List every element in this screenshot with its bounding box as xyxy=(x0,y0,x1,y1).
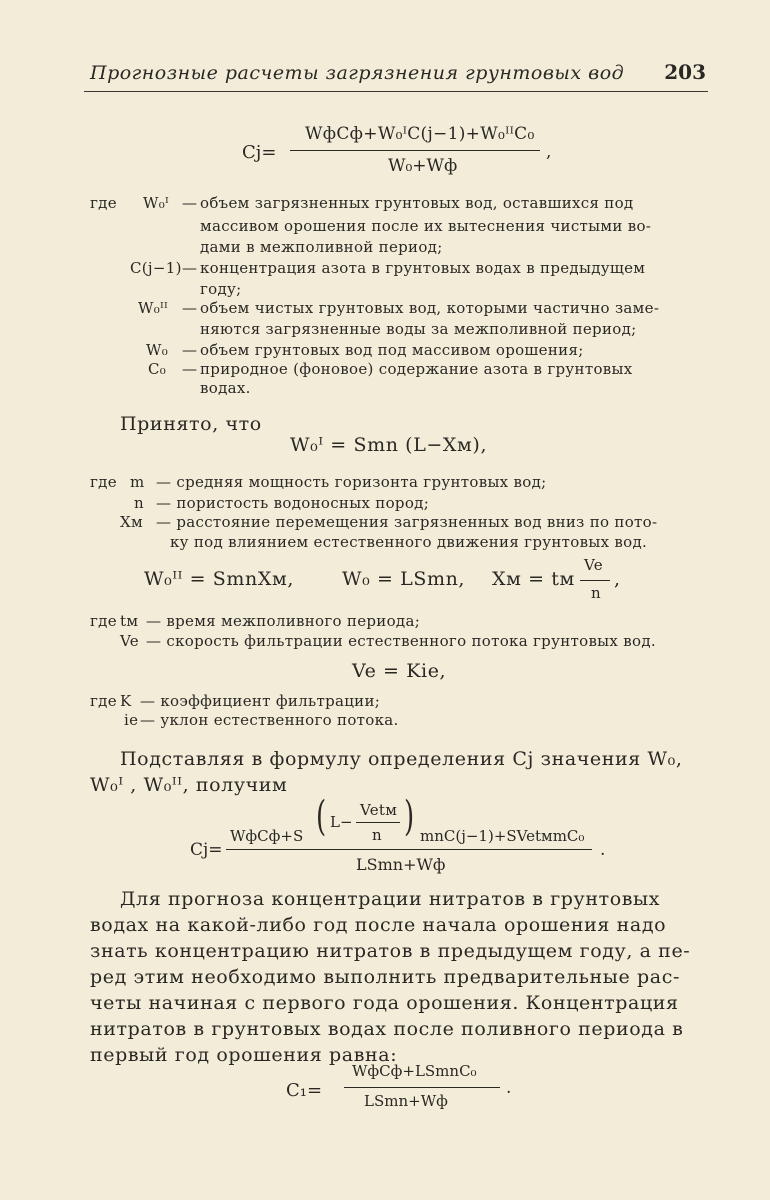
defs1-sym-4: C₀ xyxy=(148,360,167,378)
defs1-dash-0: — xyxy=(182,194,198,212)
formula2-part3-numerator: Ve xyxy=(584,556,603,574)
defs1-dash-3: — xyxy=(182,341,198,359)
defs1-line-2: объем чистых грунтовых вод, которыми частично заме- xyxy=(200,299,660,317)
defs1-dash-4: — xyxy=(182,360,198,378)
accepted-text: Принято, что xyxy=(120,413,262,435)
header-rule xyxy=(84,91,708,92)
defs2-text-0: — средняя мощность горизонта грунтовых вод; xyxy=(156,473,547,491)
defs1-more-1-0: году; xyxy=(200,280,242,298)
formula4-num-left: WфCф+S xyxy=(230,827,304,845)
formula4-right-paren: ) xyxy=(404,793,415,841)
formula1-fraction-bar xyxy=(290,150,540,151)
defs3-sym-1: Ve xyxy=(120,632,139,650)
paragraph-line-0: Для прогноза концентрации нитратов в грунтовых xyxy=(120,888,661,910)
formula4-inner-numerator: Vetм xyxy=(360,801,398,819)
paragraph-line-3: ред этим необходимо выполнить предварительные рас- xyxy=(90,966,680,988)
defs1-line-3: объем грунтовых вод под массивом орошения; xyxy=(200,341,584,359)
running-header-title: Прогнозные расчеты загрязнения грунтовых вод xyxy=(90,62,625,84)
paragraph-line-1: водах на какой-либо год после начала орошения надо xyxy=(90,914,667,936)
formula2-part3-denominator: n xyxy=(591,584,601,602)
defs1-sym-2: W₀ᴵᴵ xyxy=(138,299,169,317)
defs1-line-0: объем загрязненных грунтовых вод, оставшихся под xyxy=(200,194,634,212)
formula5-denominator: LSmn+Wф xyxy=(364,1092,448,1110)
formula4-inner-fraction-bar xyxy=(356,822,400,823)
defs3-sym-0: tм xyxy=(120,612,139,630)
defs1-more-2-0: няются загрязненные воды за межполивной период; xyxy=(200,320,637,338)
formula1-tail: , xyxy=(546,142,552,162)
defs2-text-1: — пористость водоносных пород; xyxy=(156,494,430,512)
defs1-dash-2: — xyxy=(182,299,198,317)
accepted-formula: W₀ᴵ = Smn (L−Xм), xyxy=(290,434,488,456)
defs3-label: где xyxy=(90,612,117,630)
defs2-sym-1: n xyxy=(134,494,144,512)
formula2-fraction-bar xyxy=(580,580,610,581)
formula4-fraction-bar xyxy=(226,849,592,850)
defs4-label: где xyxy=(90,692,117,710)
formula4-lhs: Cj= xyxy=(190,840,223,860)
formula4-inner-lhs: L− xyxy=(330,813,353,831)
formula2-tail: , xyxy=(614,568,621,590)
defs1-dash-1: — xyxy=(182,259,198,277)
formula4-inner-denominator: n xyxy=(372,826,382,844)
defs4-text-1: — уклон естественного потока. xyxy=(140,711,399,729)
formula4-denominator: LSmn+Wф xyxy=(356,855,446,874)
formula5-fraction-bar xyxy=(344,1087,500,1088)
defs1-line-1: концентрация азота в грунтовых водах в предыдущем xyxy=(200,259,646,277)
defs1-more-0-0: массивом орошения после их вытеснения чистыми во- xyxy=(200,217,652,235)
paragraph-line-5: нитратов в грунтовых водах после поливного периода в xyxy=(90,1018,684,1040)
formula2-part1: W₀ᴵᴵ = SmnXм, xyxy=(144,568,295,590)
paragraph-line-6: первый год орошения равна: xyxy=(90,1044,398,1066)
formula5-numerator: WфCф+LSmnC₀ xyxy=(352,1062,477,1080)
defs1-sym-3: W₀ xyxy=(146,341,169,359)
formula4-left-paren: ( xyxy=(316,793,327,841)
formula3: Ve = Kie, xyxy=(352,660,447,682)
formula1-numerator: WфCф+W₀ᴵC(j−1)+W₀ᴵᴵC₀ xyxy=(305,124,535,144)
formula2-part2: W₀ = LSmn, xyxy=(342,568,466,590)
formula5-tail: . xyxy=(506,1078,512,1098)
substitute-line2: W₀ᴵ , W₀ᴵᴵ, получим xyxy=(90,774,288,796)
substitute-line1: Подставляя в формулу определения Cj значения W₀, xyxy=(120,748,683,770)
formula5-lhs: C₁= xyxy=(286,1080,323,1101)
defs1-sym-0: W₀ᴵ xyxy=(143,194,170,212)
defs1-sym-1: C(j−1) xyxy=(130,259,182,277)
paragraph-line-2: знать концентрацию нитратов в предыдущем году, а пе- xyxy=(90,940,691,962)
defs1-label: где xyxy=(90,194,117,212)
formula2-part3-lhs: Xм = tм xyxy=(492,568,575,590)
paragraph-line-4: четы начиная с первого года орошения. Концентрация xyxy=(90,992,679,1014)
defs3-text-0: — время межполивного периода; xyxy=(146,612,421,630)
defs1-more-0-1: дами в межполивной период; xyxy=(200,238,443,256)
page-number: 203 xyxy=(664,60,706,84)
defs2-label: где xyxy=(90,473,117,491)
defs2-text-3: ку под влиянием естественного движения грунтовых вод. xyxy=(170,533,648,551)
defs2-sym-2: Xм xyxy=(120,513,143,531)
defs1-more-4-0: водах. xyxy=(200,379,251,397)
defs3-text-1: — скорость фильтрации естественного потока грунтовых вод. xyxy=(146,632,656,650)
defs4-text-0: — коэффициент фильтрации; xyxy=(140,692,381,710)
defs2-text-2: — расстояние перемещения загрязненных вод вниз по пото- xyxy=(156,513,658,531)
formula4-num-right: mnC(j−1)+SVetмmC₀ xyxy=(420,827,585,845)
formula1-denominator: W₀+Wф xyxy=(388,156,458,176)
defs4-sym-0: K xyxy=(120,692,132,710)
formula4-tail: . xyxy=(600,840,606,860)
defs1-line-4: природное (фоновое) содержание азота в грунтовых xyxy=(200,360,633,378)
defs4-sym-1: ie xyxy=(124,711,139,729)
defs2-sym-0: m xyxy=(130,473,145,491)
formula1-lhs: Cj= xyxy=(242,142,277,163)
